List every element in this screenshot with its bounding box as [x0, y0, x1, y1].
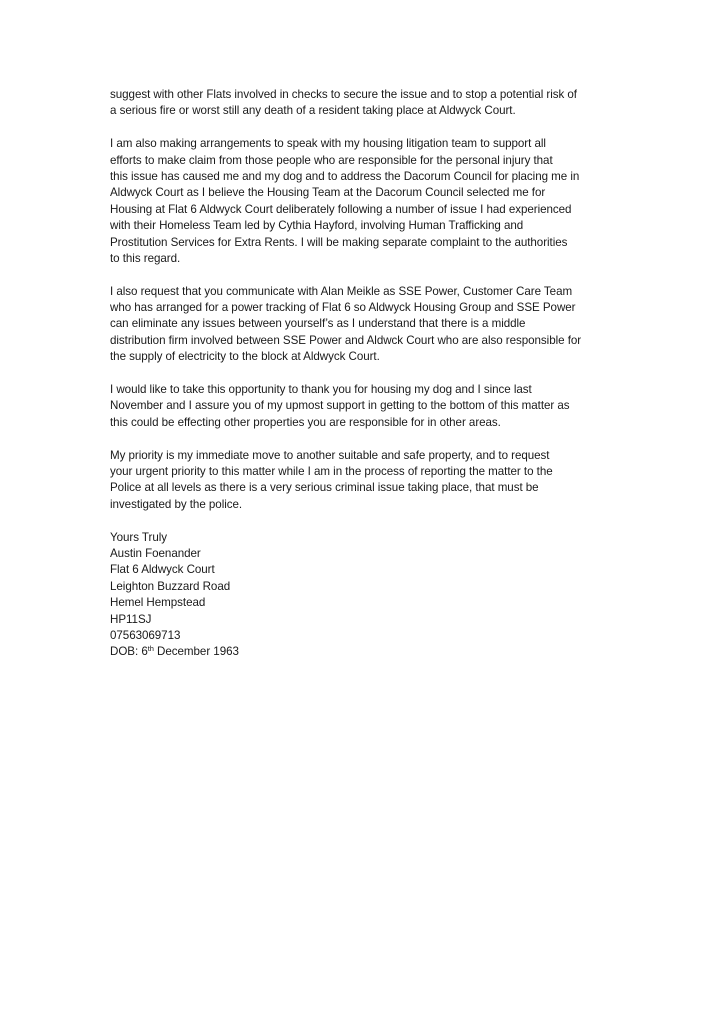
address-line-1: Flat 6 Aldwyck Court — [110, 563, 215, 577]
dob-ordinal-suffix: th — [147, 644, 154, 654]
text-line: I also request that you communicate with Alan Meikle as SSE Power, Customer Care Team — [110, 284, 573, 298]
paragraph-sse-power — [110, 284, 620, 366]
text-line: Aldwyck Court as I believe the Housing Team at the Dacorum Council selected me for — [110, 186, 546, 200]
text-line: this could be effecting other properties you are responsible for in other areas. — [110, 415, 501, 429]
text-line: investigated by the police. — [110, 497, 243, 511]
letter-page — [110, 87, 620, 661]
dob-rest: December 1963 — [153, 645, 239, 659]
text-line: November and I assure you of my upmost support in getting to the bottom of this matter as — [110, 399, 570, 413]
phone-number: 07563069713 — [110, 628, 181, 642]
signature-block — [110, 530, 620, 661]
text-line: the supply of electricity to the block at Aldwyck Court. — [110, 350, 380, 364]
dob-prefix: DOB: 6 — [110, 645, 148, 659]
address-line-2: Leighton Buzzard Road — [110, 579, 231, 593]
text-line: My priority is my immediate move to another suitable and safe property, and to request — [110, 448, 550, 462]
paragraph-thanks — [110, 382, 620, 431]
text-line: a serious fire or worst still any death of a resident taking place at Aldwyck Court. — [110, 104, 516, 118]
paragraph-litigation — [110, 136, 620, 267]
text-line: I am also making arrangements to speak with my housing litigation team to support all — [110, 137, 546, 151]
text-line: to this regard. — [110, 251, 181, 265]
text-line: with their Homeless Team led by Cythia Hayford, involving Human Trafficking and — [110, 219, 524, 233]
paragraph-fire-risk — [110, 87, 620, 120]
text-line: Housing at Flat 6 Aldwyck Court deliberately following a number of issue I had experienced — [110, 202, 572, 216]
text-line: distribution firm involved between SSE Power and Aldwck Court who are also responsible for — [110, 333, 582, 347]
text-line: your urgent priority to this matter while I am in the process of reporting the matter to the — [110, 464, 553, 478]
text-line: I would like to take this opportunity to thank you for housing my dog and I since last — [110, 383, 532, 397]
text-line: Police at all levels as there is a very serious criminal issue taking place, that must be — [110, 481, 539, 495]
text-line: efforts to make claim from those people who are responsible for the personal injury that — [110, 153, 553, 167]
closing: Yours Truly — [110, 530, 168, 544]
text-line: who has arranged for a power tracking of Flat 6 so Aldwyck Housing Group and SSE Power — [110, 301, 576, 315]
text-line: suggest with other Flats involved in checks to secure the issue and to stop a potential risk of — [110, 88, 577, 101]
address-town: Hemel Hempstead — [110, 596, 206, 610]
address-postcode: HP11SJ — [110, 612, 152, 626]
sender-name: Austin Foenander — [110, 546, 201, 560]
date-of-birth — [110, 644, 620, 660]
text-line: this issue has caused me and my dog and to address the Dacorum Council for placing me in — [110, 169, 580, 183]
text-line: Prostitution Services for Extra Rents. I will be making separate complaint to the authorities — [110, 235, 568, 249]
paragraph-priority — [110, 448, 620, 514]
text-line: can eliminate any issues between yourself’s as I understand that there is a middle — [110, 317, 526, 331]
